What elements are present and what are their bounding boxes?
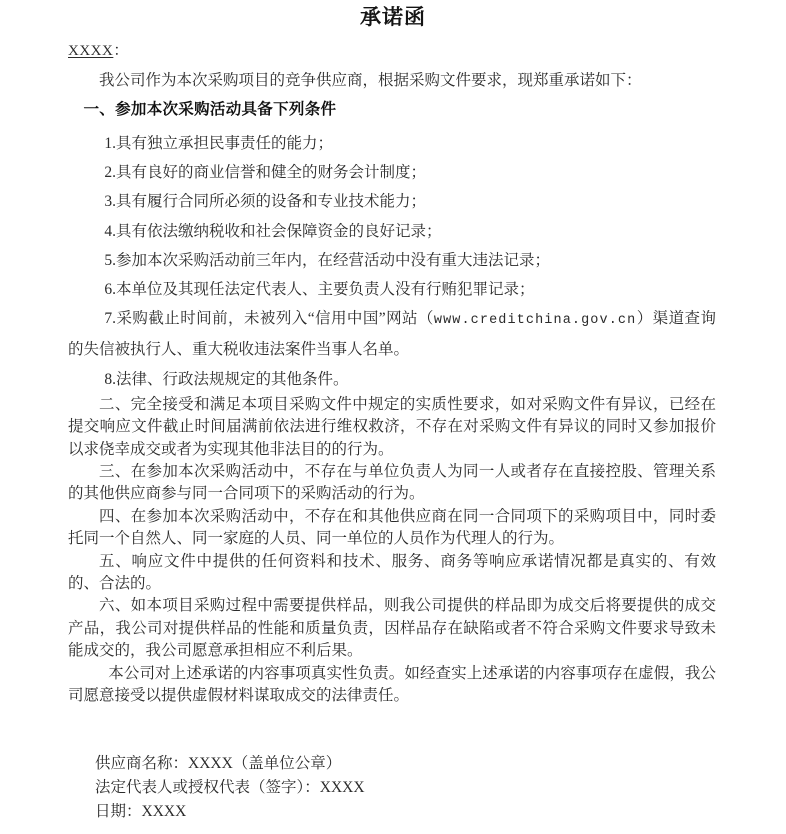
list-item-number: 7. [104, 310, 117, 328]
list-item-text-after-url: ）渠道查询的失信被执行人、重大税收违法案件当事人名单。 [68, 310, 716, 359]
list-item-number: 3. [104, 193, 117, 211]
list-item-number: 8. [104, 370, 117, 388]
document-body [0, 61, 786, 708]
list-item-text: 具有良好的商业信誉和健全的财务会计制度； [116, 164, 427, 182]
recipient-name: XXXX [68, 43, 114, 59]
intro-paragraph: 我公司作为本次采购项目的竞争供应商，根据采购文件要求，现郑重承诺如下： [99, 72, 642, 89]
signature-block [0, 708, 786, 824]
list-item-number: 1. [104, 135, 117, 152]
list-item-number: 4. [104, 222, 117, 240]
clause-five: 五、响应文件中提供的任何资料和技术、服务、商务等响应承诺情况都是真实的、有效的、合法的。 [68, 552, 716, 593]
list-item-text: 具有独立承担民事责任的能力； [116, 135, 334, 152]
list-item-text: 具有履行合同所必须的设备和专业技术能力； [116, 193, 427, 211]
list-item [68, 246, 716, 275]
supplier-name-line: 供应商名称：XXXX（盖单位公章） [95, 754, 342, 772]
list-item-eight [68, 365, 716, 394]
list-item [68, 187, 716, 216]
list-item [68, 217, 716, 246]
list-item-number: 5. [104, 251, 117, 269]
list-item-text-before-url: 采购截止时间前，未被列入“信用中国”网站（ [116, 310, 434, 328]
date-line: 日期：XXXX [95, 802, 187, 820]
list-item-text: 本单位及其现任法定代表人、主要负责人没有行贿犯罪记录； [116, 281, 535, 299]
conditions-list [68, 121, 716, 304]
list-item-number: 6. [104, 281, 117, 299]
clause-six: 六、如本项目采购过程中需要提供样品，则我公司提供的样品即为成交后将要提供的成交产品，我公司对提供样品的性能和质量负责，因样品存在缺陷或者不符合采购文件要求导致未能成交的，我公司愿意承担相应不利后果。 [68, 597, 716, 660]
legal-representative-line: 法定代表人或授权代表（签字）：XXXX [95, 778, 365, 796]
list-item [68, 275, 716, 304]
list-item [68, 129, 716, 158]
closing-paragraph: 本公司对上述承诺的内容事项真实性负责。如经查实上述承诺的内容事项存在虚假，我公司愿意接受以提供虚假材料谋取成交的法律责任。 [68, 664, 716, 705]
list-item-text: 法律、行政法规规定的其他条件。 [116, 370, 349, 388]
creditchina-url: www.creditchina.gov.cn [433, 313, 637, 329]
page-title: 承诺函 [360, 5, 426, 29]
list-item [68, 158, 716, 187]
list-item-text: 参加本次采购活动前三年内，在经营活动中没有重大违法记录； [116, 251, 551, 269]
list-item-number: 2. [104, 164, 117, 182]
list-item-seven [68, 304, 716, 364]
clause-three: 三、在参加本次采购活动中，不存在与单位负责人为同一人或者存在直接控股、管理关系的其他供应商参与同一合同项下的采购活动的行为。 [68, 463, 716, 503]
salutation-colon: ： [113, 43, 129, 59]
clause-two: 二、完全接受和满足本项目采购文件中规定的实质性要求，如对采购文件有异议，已经在提交响应文件截止时间届满前依法进行维权救济，不存在对采购文件有异议的同时又参加报价以求侥幸成交或者为实现其他非法目的的行为。 [68, 395, 716, 458]
salutation-line [0, 28, 786, 61]
list-item-text: 具有依法缴纳税收和社会保障资金的良好记录； [116, 222, 442, 240]
clause-four: 四、在参加本次采购活动中，不存在和其他供应商在同一合同项下的采购项目中，同时委托同一个自然人、同一家庭的人员、同一单位的人员作为代理人的行为。 [68, 507, 716, 548]
section-one-heading: 一、参加本次采购活动具备下列条件 [83, 101, 337, 118]
